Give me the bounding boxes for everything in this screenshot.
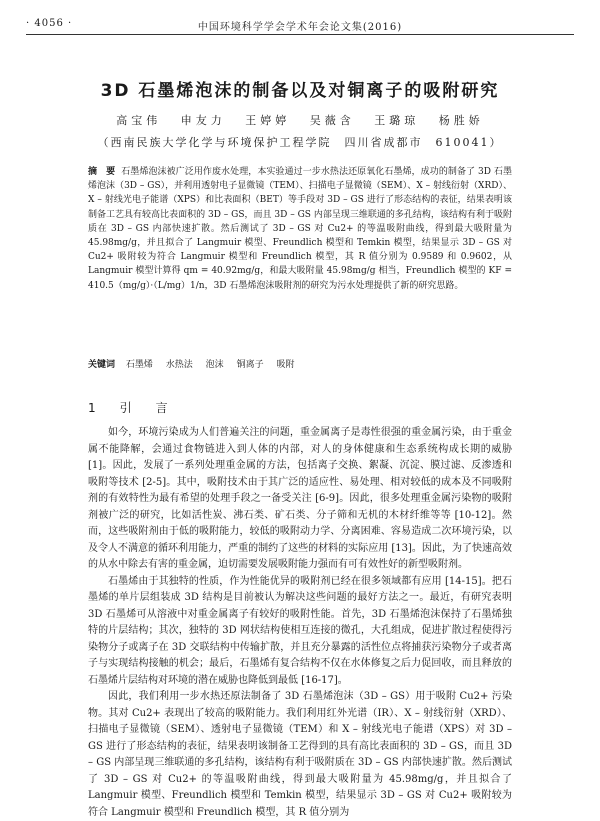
author-list — [0, 112, 600, 128]
author: 高宝伟 — [116, 114, 162, 127]
keywords-label: 关键词 — [88, 360, 116, 370]
abstract — [88, 165, 512, 293]
abstract-label: 摘 要 — [88, 167, 116, 177]
section-heading: 1 引 言 — [88, 401, 174, 415]
keyword: 吸附 — [276, 360, 295, 370]
abstract-text: 石墨烯泡沫被广泛用作废水处理，本实验通过一步水热法还原氧化石墨烯，成功的制备了 3D 石墨烯泡沫（3D – GS），并利用透射电子显微镜（TEM）、扫描电子显微镜（SEM）、X – 射线衍射（XRD）、X – 射线光电子能谱（XPS）和比表面积（BET）等手段对 3D – GS 进行了形态结构的表征，结果表明该制备工艺具有较高比表面积的 3D – GS，而且 3D – GS 内部呈现三维联通的多孔结构，该结构有利于吸附质在 3D – GS 内部快速扩散。然后测试了 3D – GS 对 Cu2+ 的等温吸附曲线，得到最大吸附量为 45.98mg/g，并且拟合了 Langmuir 模型、Freundlich 模型和 Temkin 模型，结果显示 3D – GS 对 Cu2+ 吸附较为符合 Langmuir 模型和 Freundlich 模型，其 R 值分别为 0.9589 和 0.9602，从 Langmuir 模型计算得 qm = 40.92mg/g，和最大吸附量 45.98mg/g 相当，Freundlich 模型的 KF = 410.5（mg/g）·（L/mg）1/n，3D 石墨烯泡沫吸附剂的研究为污水处理提供了新的研究思路。 — [88, 167, 512, 291]
keywords — [88, 357, 512, 370]
running-header — [26, 14, 574, 35]
body-text — [88, 425, 512, 821]
keyword: 水热法 — [165, 360, 193, 370]
author: 王璐琼 — [374, 114, 420, 127]
page-number: · 4056 · — [26, 18, 73, 29]
author: 王婷婷 — [245, 114, 291, 127]
affiliation: （西南民族大学化学与环境保护工程学院 四川省成都市 610041） — [97, 136, 503, 149]
author: 吴薇含 — [309, 114, 355, 127]
keyword: 石墨烯 — [125, 360, 153, 370]
author: 申友力 — [180, 114, 226, 127]
body-paragraph: 如今，环境污染成为人们普遍关注的问题，重金属离子是毒性很强的重金属污染，由于重金属不能降解，会通过食物链进入到人体的内部，对人的身体健康和生态系统构成长期的威胁 [1]。因此，发展了一系列处理重金属的方法，包括离子交换、絮凝、沉淀、膜过滤、反渗透和吸附等技术 [2-5]。其中，吸附技术由于其广泛的适应性、易处理、相对较低的成本及不同吸附剂的有效特性为最有希望的处理手段之一备受关注 [6-9]。因此，很多处理重金属污染物的吸附剂被广泛的研究，比如活性炭、沸石类、矿石类、分子筛和无机的木材纤维等等 [10-12]。然而，这些吸附剂由于低的吸附能力，较低的吸附动力学、分离困难、容易造成二次环境污染，以及令人不满意的循环利用能力，严重的制约了这些的材料的实际应用 [13]。因此，为了快速高效的从水中除去有害的重金属，迫切需要发展吸附能力强而有可有效性好的新型吸附剂。 — [88, 427, 512, 570]
keyword: 泡沫 — [205, 360, 224, 370]
paper-title: 3D 石墨烯泡沫的制备以及对铜离子的吸附研究 — [100, 81, 500, 101]
body-paragraph: 石墨烯由于其独特的性质，作为性能优异的吸附剂已经在很多领域都有应用 [14-15]。把石墨烯的单片层组装成 3D 结构是目前被认为解决这些问题的最好方法之一。最近，有研究表明 3D 石墨烯可从溶液中对重金属离子有较好的吸附性能。首先，3D 石墨烯泡沫保持了石墨烯独特的片层结构；其次，独特的 3D 网状结构使相互连接的微孔，大孔组成，促进扩散过程使得污染物分子或离子在 3D 交联结构中传输扩散，并且充分暴露的活性位点将捕获污染物分子或者离子与实现结构接触的机会；最后，石墨烯有复合结构不仅在水体修复之后力促回收，而且释放的石墨烯片层结构对环境的潜在威胁也降低到最低 [16-17]。 — [88, 575, 512, 686]
keyword: 铜离子 — [236, 360, 264, 370]
body-paragraph: 因此，我们利用一步水热还原法制备了 3D 石墨烯泡沫（3D – GS）用于吸附 Cu2+ 污染物。其对 Cu2+ 表现出了较高的吸附能力。我们利用红外光谱（IR）、X – 射线衍射（XRD）、扫描电子显微镜（SEM）、透射电子显微镜（TEM）和 X – 射线光电子能谱（XPS）对 3D – GS 进行了形态结构的表征，结果表明该制备工艺得到的具有高比表面积的 3D – GS，而且 3D – GS 内部呈现三维联通的多孔结构，该结构有利于吸附质在 3D – GS 内部快速扩散。然后测试了 3D – GS 对 Cu2+ 的等温吸附曲线，得到最大吸附量为 45.98mg/g，并且拟合了 Langmuir 模型、Freundlich 模型和 Temkin 模型，结果显示 3D – GS 对 Cu2+ 吸附较为符合 Langmuir 模型和 Freundlich 模型，其 R 值分别为 — [88, 691, 512, 818]
author: 杨胜娇 — [438, 114, 484, 127]
journal-name: 中国环境科学学会学术年会论文集(2016) — [197, 22, 403, 33]
